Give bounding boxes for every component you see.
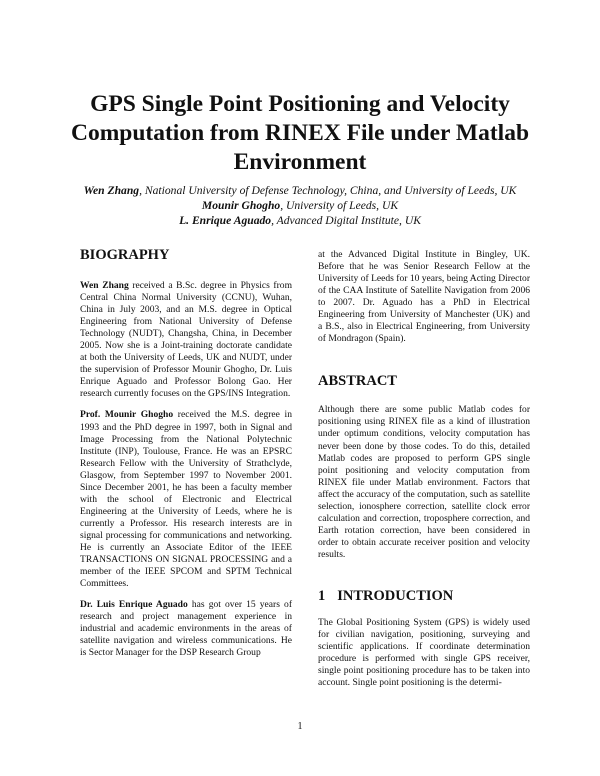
author-name: Wen Zhang	[83, 184, 140, 197]
abstract-heading: ABSTRACT	[318, 373, 397, 390]
introduction-text: The Global Positioning System (GPS) is widely used for civilian navigation, positioning, surveying and scientific applications. If coordinate determination procedure is performed with single GPS receiver, single point positioning procedure has to be taken into account. Single point positioning is the determi-	[318, 616, 530, 689]
author-affiliation: , Advanced Digital Institute, UK	[271, 214, 421, 227]
bio-name: Prof. Mounir Ghogho	[80, 409, 174, 421]
author-list	[40, 183, 560, 228]
paper-title: GPS Single Point Positioning and Velocity Computation from RINEX File under Matlab Environment	[70, 91, 530, 175]
section-title: INTRODUCTION	[337, 587, 454, 604]
bio-continuation: at the Advanced Digital Institute in Bingley, UK. Before that he was Senior Research Fellow at the University of Leeds for 10 years, being Acting Director of the CAA Institute of Satellite Navigation from 2006 to 2007. Dr. Aguado has a PhD in Electrical Engineering from University of Manchester (UK) and a B.S., also in Electrical Engineering, from University of Mondragon (Spain).	[318, 249, 530, 345]
section-number: 1	[318, 587, 326, 604]
bio-paragraph	[80, 599, 292, 659]
bio-name: Dr. Luis Enrique Aguado	[80, 599, 188, 611]
left-column	[80, 246, 292, 659]
page-number: 1	[297, 721, 303, 732]
right-column	[318, 249, 530, 689]
biography-heading: BIOGRAPHY	[80, 247, 170, 263]
bio-text: received the M.S. degree in 1993 and the PhD degree in 1997, both in Signal and Image Processing from the National Polytechnic Institute (INP), Toulouse, France. He was an EPSRC Research Fellow with the University of Strathclyde, Glasgow, from September 1997 to November 2001. Since December 2001, he has been a faculty member with the school of Electronic and Electrical Engineering at the University of Leeds, where he is currently a Professor. His research interests are in signal processing for communications and networking. He is currently an Associate Editor of the IEEE TRANSACTIONS ON SIGNAL PROCESSING and a member of the IEEE SPCOM and SPTM Technical Committees.	[80, 409, 292, 590]
author-affiliation: , National University of Defense Technology, China, and University of Leeds, UK	[139, 184, 517, 197]
author-line	[40, 198, 560, 213]
author-line	[40, 183, 560, 198]
abstract-text: Although there are some public Matlab codes for positioning using RINEX file as a kind of illustration under optimum conditions, velocity computation has never been done by those codes. To do this, detailed Matlab codes are proposed to perform GPS single point positioning and velocity computation from RINEX file under Matlab environment. Factors that affect the accuracy of the computation, such as satellite selection, ionosphere correction, satellite clock error calculation and correction, troposphere correction, and Earth rotation correction, have been considered in order to obtain accurate receiver position and velocity results.	[318, 404, 530, 560]
bio-name: Wen Zhang	[80, 280, 129, 291]
author-name: Mounir Ghogho	[201, 199, 281, 212]
author-affiliation: , University of Leeds, UK	[280, 199, 399, 212]
bio-text: has got over 15 years of research and project management experience in industrial and academic environments in the areas of satellite navigation and wireless communications. He is Sector Manager for the DSP Research Group	[80, 599, 292, 659]
bio-paragraph	[80, 409, 292, 590]
introduction-heading	[318, 587, 530, 605]
bio-paragraph	[80, 280, 292, 400]
author-name: L. Enrique Aguado	[179, 214, 272, 227]
author-line	[40, 213, 560, 228]
bio-text: received a B.Sc. degree in Physics from Central China Normal University (CCNU), Wuhan, China in July 2003, and an M.S. degree in Optical Engineering from National University of Defense Technology (NUDT), Changsha, China, in December 2005. Now she is a Joint-training doctorate candidate at both the University of Leeds, UK and NUDT, under the supervision of Professor Mounir Ghogho, Dr. Luis Enrique Aguado and Professor Bolong Gao. Her research currently focuses on the GPS/INS Integration.	[80, 280, 292, 400]
